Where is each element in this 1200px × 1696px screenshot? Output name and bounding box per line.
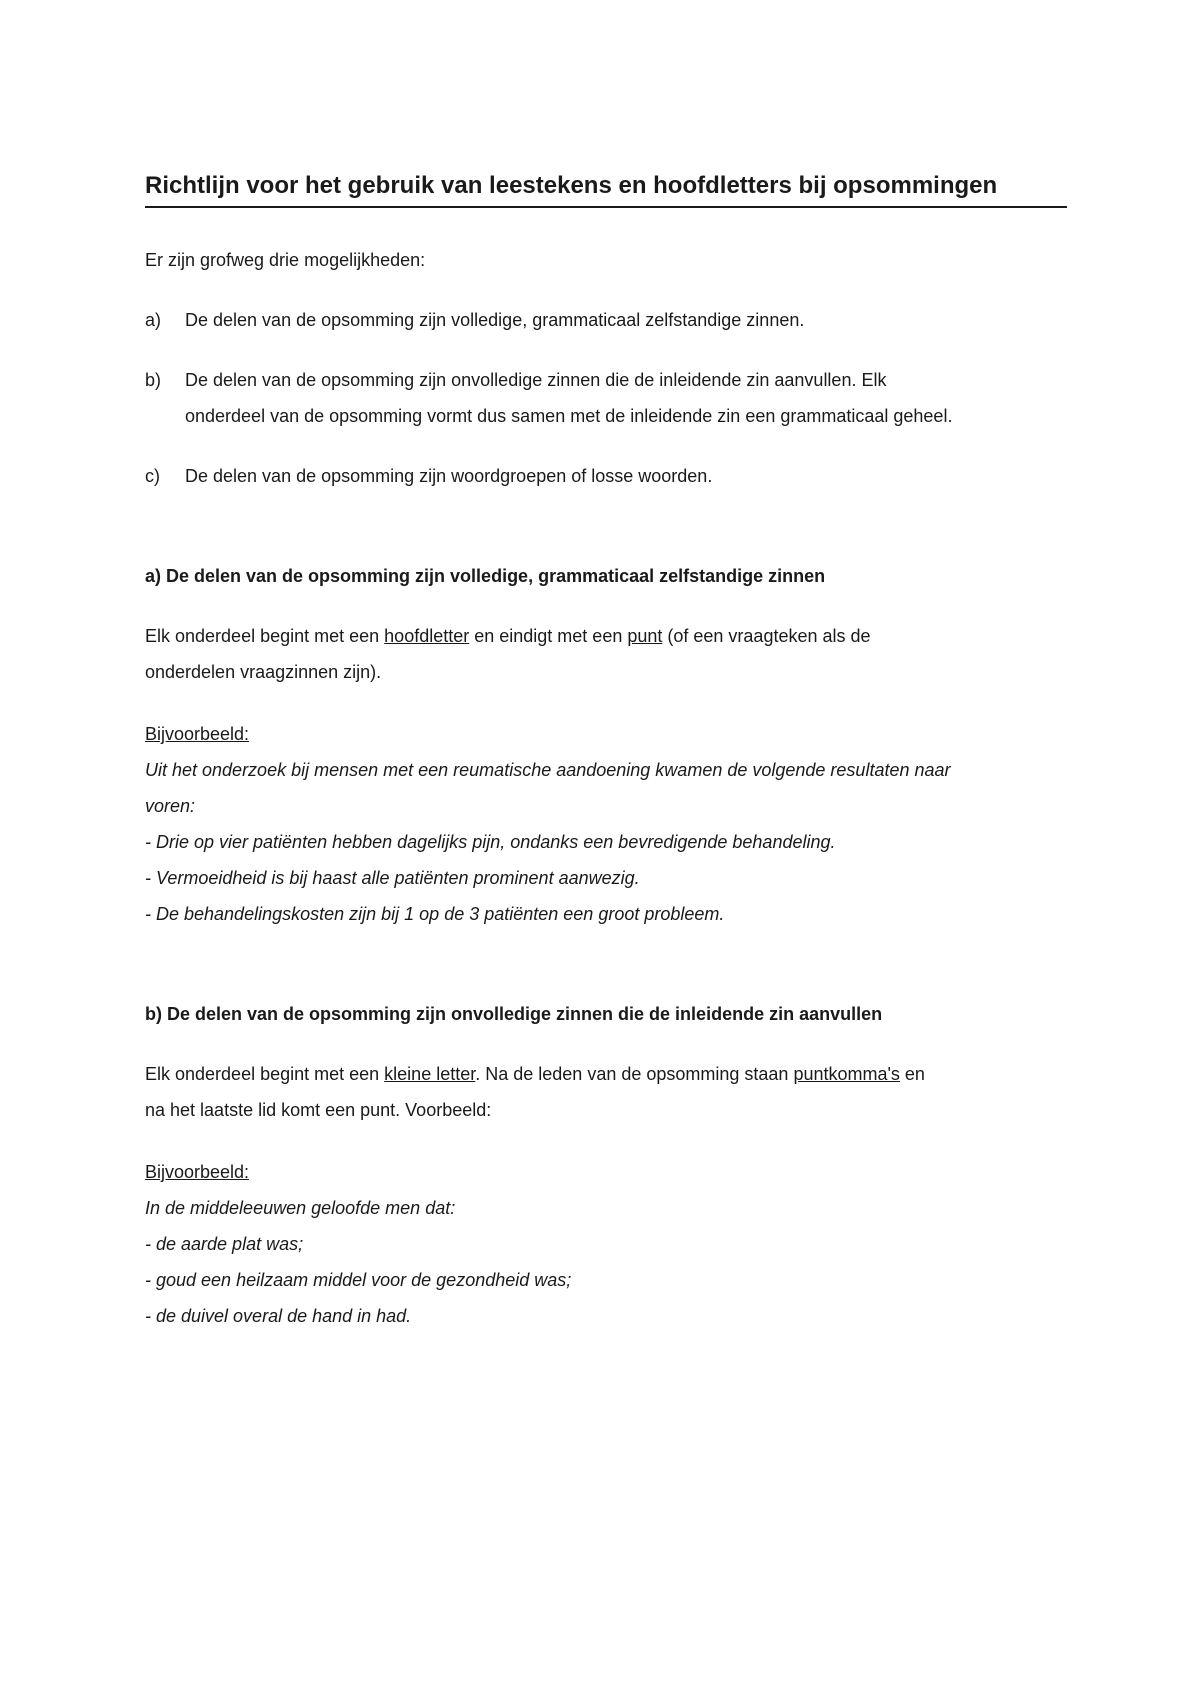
- underlined-term: kleine letter: [384, 1064, 476, 1084]
- section-b-paragraph-line-1: [145, 1056, 925, 1092]
- page-title: Richtlijn voor het gebruik van leestekens en hoofdletters bij opsommingen: [145, 170, 1067, 208]
- option-text: De delen van de opsomming zijn volledige, grammaticaal zelfstandige zinnen.: [185, 310, 805, 330]
- section-b-example-label: Bijvoorbeeld:: [145, 1162, 250, 1182]
- text-segment: en: [899, 1064, 925, 1084]
- option-text-line-1: De delen van de opsomming zijn onvolledige zinnen die de inleidende zin aanvullen. Elk: [185, 370, 887, 390]
- section-b-heading: b) De delen van de opsomming zijn onvolledige zinnen die de inleidende zin aanvullen: [145, 1004, 883, 1024]
- section-a-paragraph-line-2: onderdelen vraagzinnen zijn).: [145, 662, 382, 682]
- example-line: - goud een heilzaam middel voor de gezondheid was;: [145, 1270, 572, 1290]
- text-segment: en eindigt met een: [469, 626, 628, 646]
- option-marker: a): [145, 310, 162, 330]
- text-segment: . Na de leden van de opsomming staan: [475, 1064, 794, 1084]
- section-b-paragraph-line-2: na het laatste lid komt een punt. Voorbeeld:: [145, 1100, 492, 1120]
- example-line: - Drie op vier patiënten hebben dagelijks pijn, ondanks een bevredigende behandeling.: [145, 832, 836, 852]
- example-line: - de duivel overal de hand in had.: [145, 1306, 412, 1326]
- example-line: - de aarde plat was;: [145, 1234, 304, 1254]
- option-marker: c): [145, 466, 160, 486]
- underlined-term: hoofdletter: [384, 626, 470, 646]
- text-segment: (of een vraagteken als de: [662, 626, 871, 646]
- option-text-line-2: onderdeel van de opsomming vormt dus samen met de inleidende zin een grammaticaal geheel.: [185, 406, 953, 426]
- section-a-example-label: Bijvoorbeeld:: [145, 724, 250, 744]
- section-a-paragraph-line-1: [145, 618, 871, 654]
- example-line: In de middeleeuwen geloofde men dat:: [145, 1198, 456, 1218]
- intro-text: Er zijn grofweg drie mogelijkheden:: [145, 250, 426, 270]
- underlined-term: puntkomma's: [793, 1064, 900, 1084]
- example-line: - Vermoeidheid is bij haast alle patiënten prominent aanwezig.: [145, 868, 640, 888]
- text-segment: Elk onderdeel begint met een: [145, 1064, 385, 1084]
- section-a-heading: a) De delen van de opsomming zijn volledige, grammaticaal zelfstandige zinnen: [145, 566, 826, 586]
- option-text: De delen van de opsomming zijn woordgroepen of losse woorden.: [185, 466, 713, 486]
- example-line: Uit het onderzoek bij mensen met een reumatische aandoening kwamen de volgende resultaten naar: [145, 760, 951, 780]
- example-line: - De behandelingskosten zijn bij 1 op de 3 patiënten een groot probleem.: [145, 904, 725, 924]
- text-segment: Elk onderdeel begint met een: [145, 626, 385, 646]
- example-line: voren:: [145, 796, 196, 816]
- option-marker: b): [145, 370, 162, 390]
- underlined-term: punt: [627, 626, 663, 646]
